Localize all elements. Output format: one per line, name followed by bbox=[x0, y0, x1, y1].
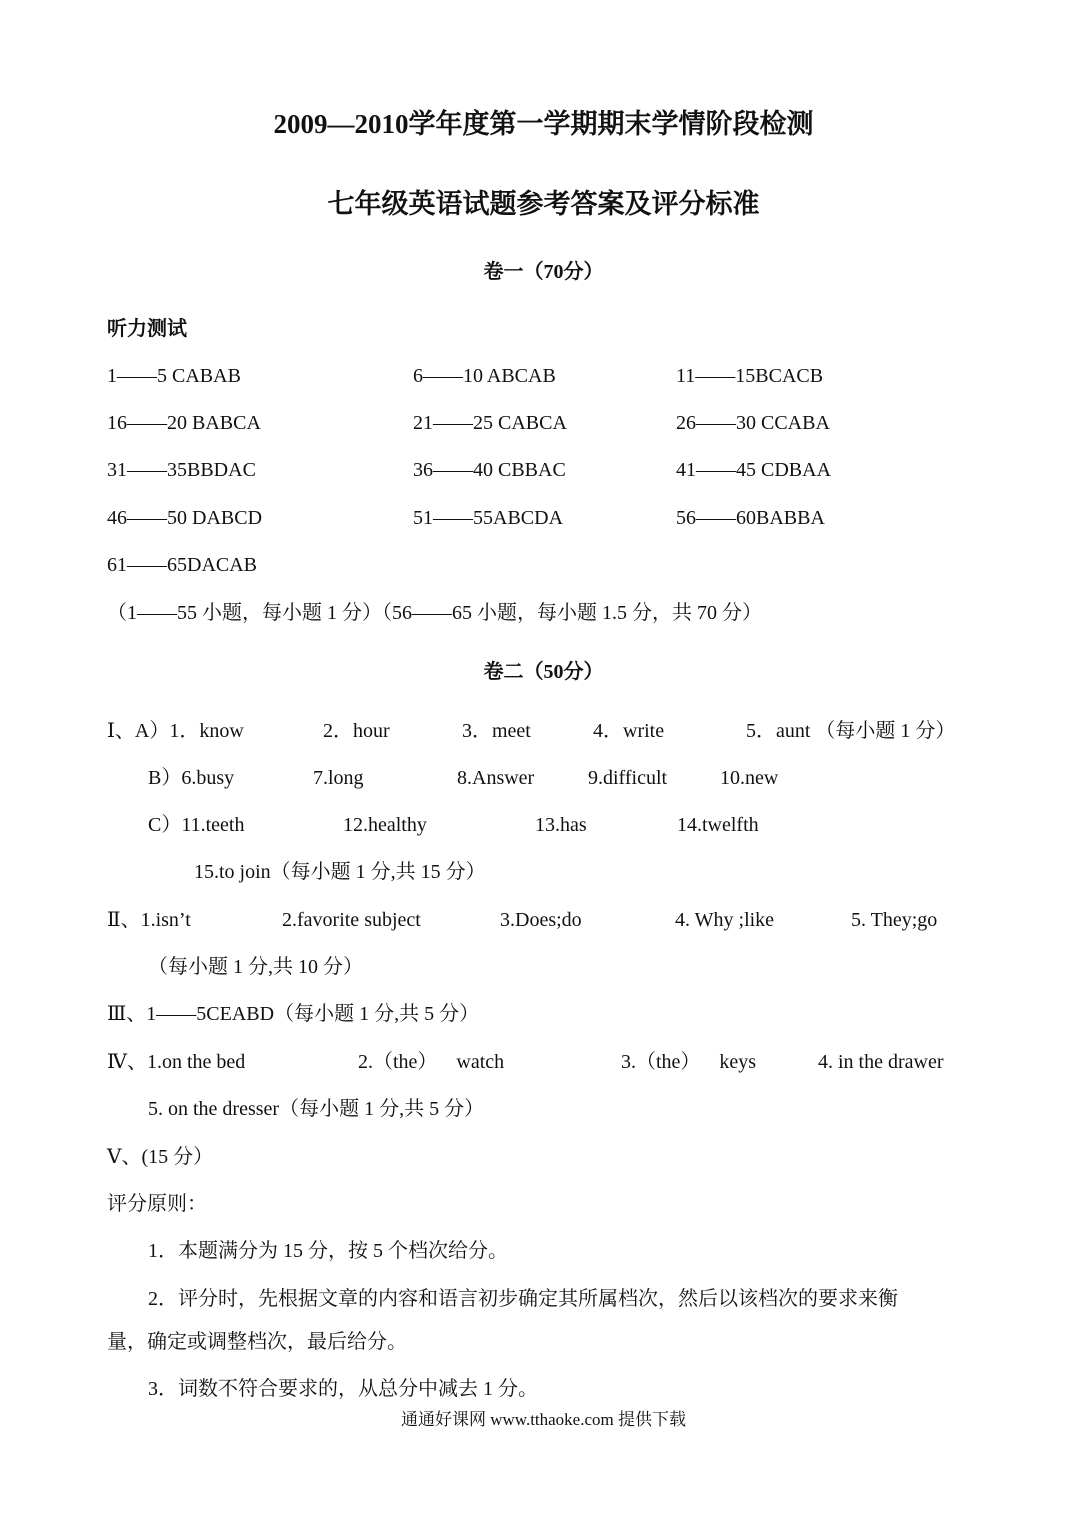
section3-answers: Ⅲ、1——5CEABD（每小题 1 分,共 5 分） bbox=[107, 1003, 480, 1025]
answer-item: 14.twelfth bbox=[677, 814, 759, 836]
paper1-heading: 卷一（70分） bbox=[483, 261, 604, 283]
answer-group: 1——5 CABAB bbox=[107, 365, 241, 387]
answer-group: 56——60BABBA bbox=[676, 507, 825, 529]
answer-group: 6——10 ABCAB bbox=[413, 365, 556, 387]
principles-title: 评分原则： bbox=[107, 1193, 207, 1215]
section4-label: Ⅳ、1.on the bed bbox=[107, 1051, 246, 1073]
answer-item: 3.（the） keys bbox=[621, 1051, 757, 1073]
section2-note: （每小题 1 分,共 10 分） bbox=[148, 956, 363, 978]
answer-group: 21——25 CABCA bbox=[413, 412, 567, 434]
answer-item: 8.Answer bbox=[457, 767, 535, 789]
principle-1: 1．本题满分为 15 分，按 5 个档次给分。 bbox=[148, 1240, 508, 1262]
answer-item: 9.difficult bbox=[588, 767, 668, 789]
principle-2: 2．评分时，先根据文章的内容和语言初步确定其所属档次，然后以该档次的要求来衡 bbox=[148, 1288, 898, 1310]
paper2-heading: 卷二（50分） bbox=[483, 661, 604, 683]
answer-group: 11——15BCACB bbox=[676, 365, 824, 387]
section1-c-label: C）11.teeth bbox=[148, 814, 245, 836]
answer-item: 3.Does;do bbox=[500, 909, 582, 931]
answer-item: 15.to join（每小题 1 分,共 15 分） bbox=[194, 861, 486, 883]
exam-subtitle: 七年级英语试题参考答案及评分标准 bbox=[327, 189, 760, 219]
principle-3: 3．词数不符合要求的，从总分中减去 1 分。 bbox=[148, 1378, 538, 1400]
answer-item: 7.long bbox=[313, 767, 364, 789]
answer-group: 31——35BBDAC bbox=[107, 459, 256, 481]
paper1-score-note: （1——55 小题，每小题 1 分）（56——65 小题，每小题 1.5 分，共 70 分） bbox=[107, 602, 762, 624]
section2-label: Ⅱ、1.isn’t bbox=[107, 909, 191, 931]
exam-title: 2009—2010学年度第一学期期末学情阶段检测 bbox=[273, 109, 814, 139]
answer-group: 51——55ABCDA bbox=[413, 507, 564, 529]
answer-item: 5．aunt （每小题 1 分） bbox=[746, 720, 956, 742]
answer-item: 2.favorite subject bbox=[282, 909, 421, 931]
answer-item: 5. They;go bbox=[851, 909, 938, 931]
answer-item: 5. on the dresser（每小题 1 分,共 5 分） bbox=[148, 1098, 485, 1120]
answer-item: 2.（the） watch bbox=[358, 1051, 505, 1073]
answer-item: 4. in the drawer bbox=[818, 1051, 944, 1073]
answer-group: 36——40 CBBAC bbox=[413, 459, 566, 481]
page-footer: 通通好课网 www.tthaoke.com 提供下载 bbox=[400, 1410, 687, 1429]
answer-group: 41——45 CDBAA bbox=[676, 459, 832, 481]
answer-item: 4. Why ;like bbox=[675, 909, 775, 931]
section1-a-label: Ⅰ、A）1．know bbox=[107, 720, 244, 742]
answer-group: 26——30 CCABA bbox=[676, 412, 830, 434]
listening-heading: 听力测试 bbox=[107, 318, 187, 340]
answer-group: 16——20 BABCA bbox=[107, 412, 261, 434]
answer-group: 61——65DACAB bbox=[107, 554, 258, 576]
principle-2-cont: 量，确定或调整档次，最后给分。 bbox=[107, 1331, 407, 1353]
answer-item: 12.healthy bbox=[343, 814, 427, 836]
answer-group: 46——50 DABCD bbox=[107, 507, 263, 529]
answer-item: 10.new bbox=[720, 767, 779, 789]
answer-item: 2．hour bbox=[323, 720, 390, 742]
answer-item: 13.has bbox=[535, 814, 587, 836]
section5-label: Ⅴ、(15 分） bbox=[107, 1146, 214, 1168]
answer-item: 3．meet bbox=[462, 720, 531, 742]
answer-item: 4．write bbox=[593, 720, 665, 742]
section1-b-label: B）6.busy bbox=[148, 767, 235, 789]
